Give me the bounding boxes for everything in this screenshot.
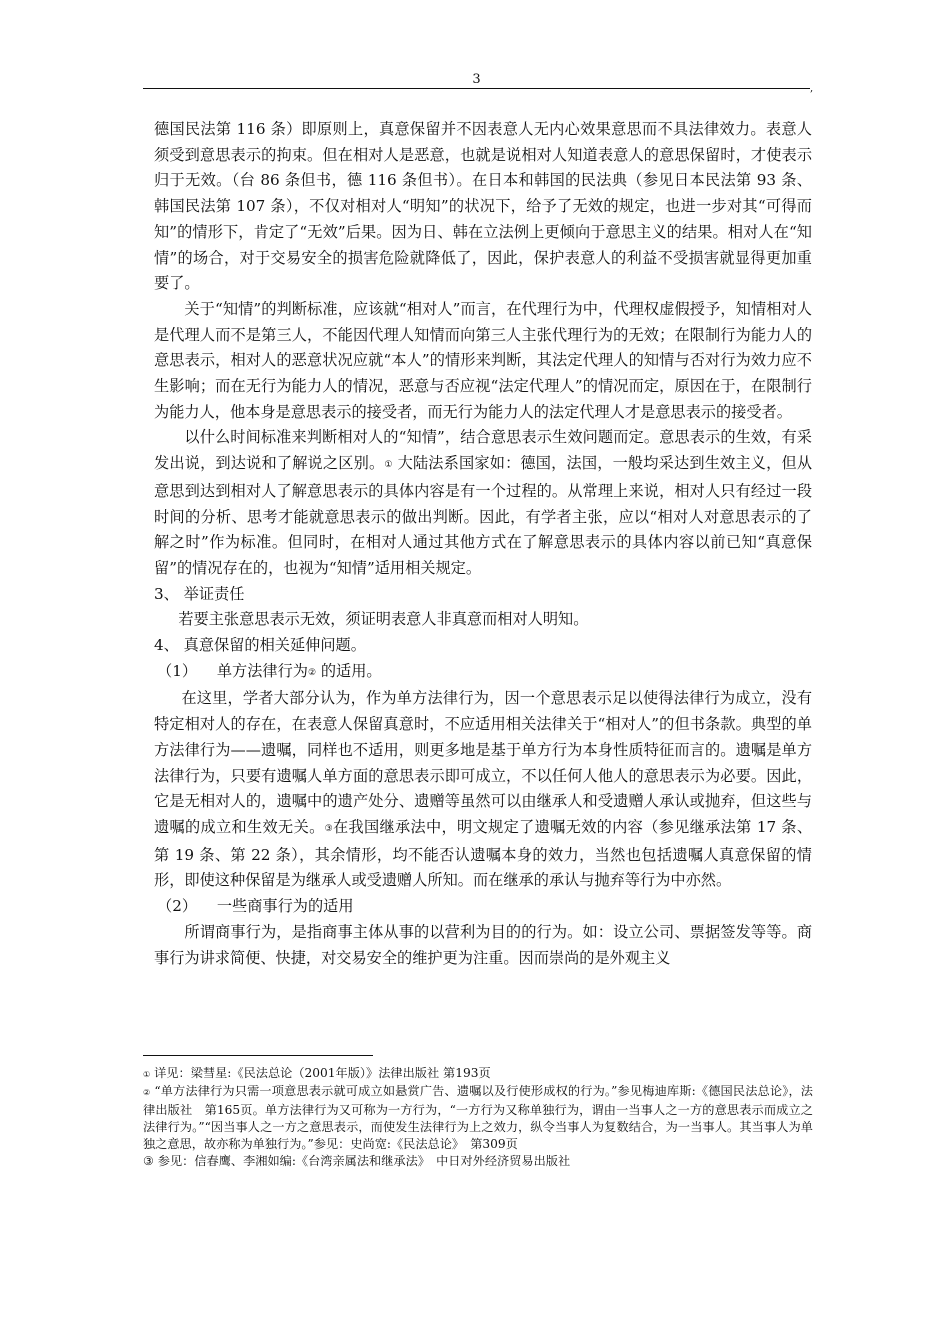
- paragraph-6: 所谓商事行为，是指商事主体从事的以营利为目的的行为。如：设立公司、票据签发等等。商事行为讲求简便、快捷，对交易安全的维护更为注重。因而崇尚的是外观主义: [154, 922, 812, 967]
- footnote-rule: [143, 1055, 373, 1056]
- paragraph-3: [154, 425, 812, 581]
- subheading-1-number: （1）: [157, 661, 198, 680]
- footnote-3-mark: ③: [143, 1154, 154, 1169]
- subheading-unilateral-act: [154, 659, 812, 687]
- subheading-1-text-b: 的适用。: [316, 661, 382, 680]
- footnote-ref-1[interactable]: ①: [384, 460, 393, 471]
- subheading-1-text-a: 单方法律行为: [216, 661, 308, 680]
- footnote-3: [143, 1153, 813, 1170]
- footnote-ref-2[interactable]: ②: [307, 667, 317, 678]
- page-number: 3: [472, 72, 481, 87]
- paragraph-1: 德国民法第 116 条）即原则上，真意保留并不因表意人无内心效果意思而不具法律效力。表意人须受到意思表示的拘束。但在相对人是恶意，也就是说相对人知道表意人的意思保留时，才使表示归于无效。（台 86 条但书，德 116 条但书）。在日本和韩国的民法典（参见日本民法第 93 条、韩国民法第 107 条），不仅对相对人“明知”的状况下，给予了无效的规定，也进一步对其“可得而知”的情形下，肯定了“无效”后果。因为日、韩在立法例上更倾向于意思主义的结果。相对人在“知情”的场合，对于交易安全的损害危险就降低了，因此，保护表意人的利益不受损害就显得更加重要了。: [154, 120, 812, 293]
- footnote-1-mark: ①: [143, 1070, 151, 1079]
- footnote-2: [143, 1083, 813, 1153]
- paragraph-3-text-a: 以什么时间标准来判断相对人的“知情”，结合意思表示生效问题而定。意思表示的生效，有采发出说，到达说和了解说之区别。: [154, 428, 812, 473]
- heading-burden-of-proof: 3、 举证责任: [154, 584, 245, 603]
- paragraph-5-text-a: 在这里，学者大部分认为，作为单方法律行为，因一个意思表示足以使得法律行为成立，没有特定相对人的存在，在表意人保留真意时，不应适用相关法律关于“相对人”的但书条款。典型的单方法律行为——遗嘱，同样也不适用，则更多地是基于单方行为本身性质特征而言的。遗嘱是单方法律行为，只要有遗嘱人单方面的意思表示即可成立，不以任何人他人的意思表示为必要。因此，它是无相对人的，遗嘱中的遗产处分、遗赠等虽然可以由继承人和受遗赠人承认或抛弃，但这些与遗嘱的成立和生效无关。: [154, 689, 812, 836]
- paragraph-4: 若要主张意思表示无效，须证明表意人非真意而相对人明知。: [178, 610, 589, 629]
- main-body: [154, 117, 812, 971]
- header-corner-mark: ,: [810, 83, 814, 94]
- paragraph-2: 关于“知情”的判断标准，应该就“相对人”而言，在代理行为中，代理权虚假授予，知情相对人是代理人而不是第三人，不能因代理人知情而向第三人主张代理行为的无效；在限制行为能力人的意思表示，相对人的恶意状况应就“本人”的情形来判断，其法定代理人的知情与否对行为效力应不生影响；而在无行为能力人的情况，恶意与否应视“法定代理人”的情况而定，原因在于，在限制行为能力人，他本身是意思表示的接受者，而无行为能力人的法定代理人才是意思表示的接受者。: [154, 299, 812, 421]
- paragraph-3-text-b: 大陆法系国家如：德国，法国，一般均采达到生效主义，但从意思到达到相对人了解意思表示的具体内容是有一个过程的。从常理上来说，相对人只有经过一段时间的分析、思考才能就意思表示的做出判断。因此，有学者主张，应以“相对人对意思表示的了解之时”作为标准。但同时，在相对人通过其他方式在了解意思表示的具体内容以前已知“真意保留”的情况存在的，也视为“知情”适用相关规定。: [154, 454, 813, 577]
- heading-extension-issues: 4、 真意保留的相关延伸问题。: [154, 636, 366, 655]
- footnote-2-mark: ②: [143, 1088, 151, 1098]
- footnote-1-text: 详见：梁彗星:《民法总论（2001年版）》法律出版社 第193页: [154, 1066, 491, 1080]
- footnote-3-text: 参见：信春鹰、李湘如编:《台湾亲属法和继承法》 中日对外经济贸易出版社: [157, 1154, 571, 1169]
- subheading-2-text: 一些商事行为的适用: [216, 897, 354, 916]
- footnote-ref-3[interactable]: ③: [324, 823, 333, 834]
- footnote-2-text: “单方法律行为只需一项意思表示就可成立如悬赏广告、遗嘱以及行使形成权的行为。”参见梅迪库斯:《德国民法总论》，法律出版社 第165页。单方法律行为又可称为一方行为，“一方行为又称单独行为，谓由一当事人之一方的意思表示而成立之法律行为。”“因当事人之一方之意思表示，而使发生法律行为上之效力，纵令当事人为复数结合，为一当事人。其当事人为单独之意思，故亦称为单独行为。”参见：史尚宽:《民法总论》 第309页: [143, 1084, 813, 1152]
- subheading-2-number: （2）: [157, 897, 198, 916]
- footnotes: [143, 1065, 813, 1171]
- subheading-commercial-acts: [154, 894, 812, 920]
- paragraph-5-text-b: 在我国继承法中，明文规定了遗嘱无效的内容（参见继承法第 17 条、第 19 条、第 22 条），其余情形，均不能否认遗嘱本身的效力，当然也包括遗嘱人真意保留的情形，即使这种保留是为继承人或受遗赠人所知。而在继承的承认与抛弃等行为中亦然。: [154, 817, 813, 890]
- header-rule: [143, 88, 810, 89]
- footnote-1: [143, 1065, 813, 1083]
- paragraph-5: [154, 686, 812, 894]
